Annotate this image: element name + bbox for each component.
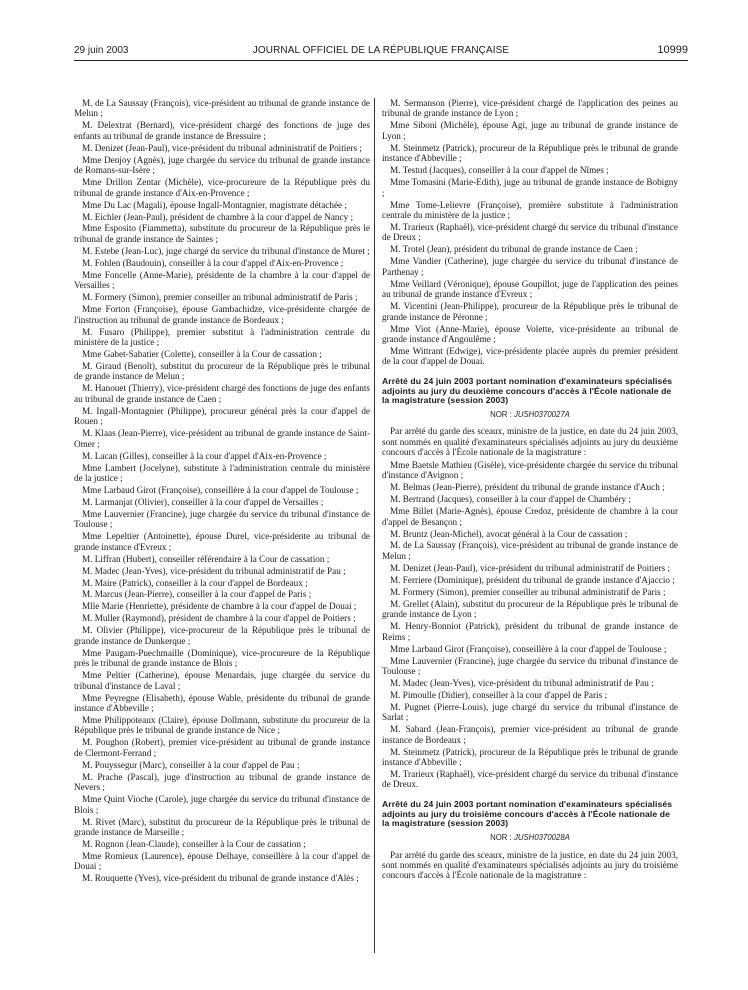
nomination-entry: M. Fusaro (Philippe), premier substitut à l'administration centrale du ministère de la justice ; [74,326,370,348]
nomination-entry: Mme Peyregne (Elisabeth), épouse Wable, présidente du tribunal de grande instance d'Abbeville ; [74,692,370,714]
left-column [74,98,370,885]
nomination-entry: M. Formery (Simon), premier conseiller au tribunal administratif de Paris ; [82,292,358,303]
nomination-entry: M. Bertrand (Jacques), conseiller à la cour d'appel de Chambéry ; [390,494,631,505]
nomination-entry: M. Pouyssegur (Marc), conseiller à la cour d'appel de Pau ; [82,759,300,770]
nomination-entry: Mme Larbaud Girot (Françoise), conseillère à la cour d'appel de Toulouse ; [390,643,667,654]
nomination-entry: M. Madec (Jean-Yves), vice-président du tribunal administratif de Pau ; [390,677,654,688]
nomination-entry: Mlle Marie (Henriette), présidente de chambre à la cour d'appel de Douai ; [82,601,357,612]
nomination-entry: M. Sabard (Jean-François), premier vice-président au tribunal de grande instance de Bordeaux ; [382,724,678,745]
nomination-entry: M. Denizet (Jean-Paul), vice-président du tribunal administratif de Poitiers ; [82,142,362,153]
nomination-entry: M. Pimoulle (Didier), conseiller à la cour d'appel de Paris ; [390,689,607,700]
nomination-entry: M. Trotel (Jean), président du tribunal de grande instance de Caen ; [390,244,638,255]
nomination-entry: M. de La Saussay (François), vice-président au tribunal de grande instance de Melun ; [382,540,678,561]
right-column-list [382,98,678,367]
nomination-entry: M. Hanouet (Thierry), vice-président chargé des fonctions de juge des enfants au tribunal de grande instance de Caen ; [74,383,370,404]
nomination-entry: Mme Wittrant (Edwige), vice-présidente placée auprès du premier président de la cour d'appel de Douai. [382,345,678,367]
nomination-entry: Mme Lauvernier (Francine), juge chargée du service du tribunal d'instance de Toulouse ; [382,655,678,676]
nomination-entry: M. Madec (Jean-Yves), vice-président du tribunal administratif de Pau ; [82,565,346,576]
nomination-entry: M. Steinmetz (Patrick), procureur de la République près le tribunal de grande instance d'Abbeville ; [382,746,678,768]
nomination-entry: M. Pugnet (Pierre-Louis), juge chargé du service du tribunal d'instance de Sarlat ; [382,701,678,723]
arrete-1-title: Arrêté du 24 juin 2003 portant nomination d'examinateurs spécialisés adjoints au jury du deuxième concours d'accès à l'École nationale de la magistrature (session 2003) [382,375,673,406]
nomination-entry: Mme Vandier (Catherine), juge chargée du service du tribunal d'instance de Parthenay ; [382,256,678,277]
nomination-entry: Mme Quint Vioche (Carole), juge chargée du service du tribunal d'instance de Blois ; [74,794,370,815]
nomination-entry: M. Trarieux (Raphaël), vice-président chargé du service du tribunal d'instance de Dreux. [382,769,678,790]
nomination-entry: M. Rivet (Marc), substitut du procureur de la République près le tribunal de grande instance de Marseille ; [74,816,370,837]
nomination-entry: M. Trarieux (Raphaël), vice-président chargé du service du tribunal d'instance de Dreux ; [382,221,678,243]
nomination-entry: Mme Denjoy (Agnès), juge chargée du service du tribunal de grande instance de Romans-sur-Isère ; [74,154,370,176]
nomination-entry: M. Lacan (Gilles), conseiller à la cour d'appel d'Aix-en-Provence ; [82,450,327,461]
nomination-entry: M. Poughon (Robert), premier vice-président au tribunal de grande instance de Clermont-Ferrand ; [74,737,370,758]
nomination-entry: Mme Lepeltier (Antoinette), épouse Durel, vice-présidente au tribunal de grande instance d'Evreux ; [74,531,370,552]
nomination-entry: M. Prache (Pascal), juge d'instruction au tribunal de grande instance de Nevers ; [74,771,370,793]
nomination-entry: Mme Drillon Zentar (Michèle), vice-procureure de la République près du tribunal de grande instance d'Aix-en-Provence ; [74,177,370,198]
nomination-entry: M. Bruntz (Jean-Michel), avocat général à la Cour de cassation ; [390,528,628,539]
nomination-entry: M. de La Saussay (François), vice-président au tribunal de grande instance de Melun ; [74,98,370,119]
nomination-entry: M. Maire (Patrick), conseiller à la cour d'appel de Bordeaux ; [82,577,308,588]
nomination-entry: M. Ferriere (Dominique), président du tribunal de grande instance d'Ajaccio ; [390,574,675,585]
nomination-entry: M. Muller (Raymond), président de chambre à la cour d'appel de Poitiers ; [82,613,356,624]
nomination-entry: M. Delextrat (Bernard), vice-président chargé des fonctions de juge des enfants au tribunal de grande instance de Bressuire ; [74,120,370,141]
arrete-2-nor-code: JUSH0370028A [513,833,570,843]
nomination-entry: Mme Lambert (Jocelyne), substitute à l'administration centrale du ministère de la justice ; [74,462,370,483]
nomination-entry: Mme Veillard (Véronique), épouse Goupillot, juge de l'application des peines au tribunal de grande instance d'Evreux ; [382,278,678,300]
nomination-entry: M. Estebe (Jean-Luc), juge chargé du service du tribunal d'instance de Muret ; [82,245,370,256]
nomination-entry: Mme Siboni (Michèle), épouse Agi, juge au tribunal de grande instance de Lyon ; [382,120,678,141]
nomination-entry: Mme Du Lac (Magali), épouse Ingall-Montagnier, magistrate détachée ; [82,199,347,210]
arrete-1-nor [382,410,678,420]
header-page-number: 10999 [657,44,688,56]
nomination-entry: M. Grellet (Alain), substitut du procureur de la République près le tribunal de grande instance de Lyon ; [382,598,678,620]
nomination-entry: Mme Paugam-Puechmaille (Dominique), vice-procureure de la République près le tribunal de grande instance de Blois ; [74,647,370,669]
nomination-entry: Mme Peltier (Catherine), épouse Menardais, juge chargée du service du tribunal d'instance de Laval ; [74,670,370,691]
nomination-entry: M. Belmas (Jean-Pierre), président du tribunal de grande instance d'Auch ; [390,482,665,493]
arrete-1-nor-code: JUSH0370027A [513,409,570,419]
nomination-entry: M. Larmanjat (Olivier), conseiller à la cour d'appel de Versailles ; [82,496,324,507]
nomination-entry: M. Marcus (Jean-Pierre), conseiller à la cour d'appel de Paris ; [82,589,312,600]
header-title: JOURNAL OFFICIEL DE LA RÉPUBLIQUE FRANÇAISE [252,45,510,56]
nomination-entry: M. Klaas (Jean-Pierre), vice-président au tribunal de grande instance de Saint-Omer ; [74,428,370,449]
nomination-entry: M. Rognon (Jean-Claude), conseiller à la Cour de cassation ; [82,838,306,849]
arrete-1-intro: Par arrêté du garde des sceaux, ministre de la justice, en date du 24 juin 2003, sont nommés en qualité d'examinateurs spécialisés adjoints au jury du deuxième concours d'accès à l'École nationale de la magistrature : [382,426,678,458]
nomination-entry: Mme Tome-Lelievre (Françoise), première substitute à l'administration centrale du ministère de la justice ; [382,199,678,221]
nomination-entry: Mme Foncelle (Anne-Marie), présidente de la chambre à la cour d'appel de Versailles ; [74,269,370,291]
nomination-entry: M. Sermanson (Pierre), vice-président chargé de l'application des peines au tribunal de grande instance de Lyon ; [382,98,678,119]
nomination-entry: M. Vicentini (Jean-Philippe), procureur de la République près le tribunal de grande instance de Péronne ; [382,301,678,322]
right-column [382,98,678,883]
nomination-entry: Mme Lauvernier (Francine), juge chargée du service du tribunal d'instance de Toulouse ; [74,508,370,530]
nomination-entry: M. Formery (Simon), premier conseiller au tribunal administratif de Paris ; [390,586,666,597]
nomination-entry: Mme Gabet-Sabatier (Colette), conseiller à la Cour de cassation ; [82,348,322,359]
nomination-entry: M. Giraud (Benoît), substitut du procureur de la République près le tribunal de grande instance de Melun ; [74,360,370,382]
header-date: 29 juin 2003 [74,45,129,56]
nomination-entry: M. Rouquette (Yves), vice-président du tribunal de grande instance d'Alès ; [82,873,359,884]
nomination-entry: M. Fohlen (Baudouin), conseiller à la cour d'appel d'Aix-en-Provence ; [82,257,344,268]
arrete-1-nor-label: NOR : [490,409,512,419]
nomination-entry: M. Olivier (Philippe), vice-procureur de la République près le tribunal de grande instance de Dunkerque ; [74,625,370,646]
arrete-1-list [382,460,678,790]
nomination-entry: M. Eichler (Jean-Paul), président de chambre à la cour d'appel de Nancy ; [82,211,354,222]
nomination-entry: M. Denizet (Jean-Paul), vice-président du tribunal administratif de Poitiers ; [390,562,670,573]
nomination-entry: Mme Billet (Marie-Agnès), épouse Credoz, présidente de chambre à la cour d'appel de Besançon ; [382,506,678,527]
arrete-2-nor [382,833,678,843]
nomination-entry: Mme Romieux (Laurence), épouse Delhaye, conseillère à la cour d'appel de Douai ; [74,850,370,872]
column-divider [374,98,375,953]
nomination-entry: Mme Larbaud Girot (Françoise), conseillère à la cour d'appel de Toulouse ; [82,484,359,495]
arrete-2-nor-label: NOR : [490,833,512,843]
nomination-entry: Mme Esposito (Fiammetta), substitute du procureur de la République près le tribunal de grande instance de Saintes ; [74,223,370,244]
nomination-entry: M. Steinmetz (Patrick), procureur de la République près le tribunal de grande instance d'Abbeville ; [382,142,678,164]
nomination-entry: Mme Tomasini (Marie-Edith), juge au tribunal de grande instance de Bobigny ; [382,177,678,198]
page-header [74,44,688,61]
nomination-entry: M. Ingall-Montagnier (Philippe), procureur général près la cour d'appel de Rouen ; [74,405,370,427]
arrete-2-intro: Par arrêté du garde des sceaux, ministre de la justice, en date du 24 juin 2003, sont nommés en qualité d'examinateurs spécialisés adjoints au jury du troisième concours d'accès à l'École nationale de la magistrature : [382,849,678,881]
nomination-entry: M. Testud (Jacques), conseiller à la cour d'appel de Nîmes ; [390,165,609,176]
nomination-entry: Mme Forton (Françoise), épouse Gambachidze, vice-présidente chargée de l'instruction au tribunal de grande instance de Bordeaux ; [74,304,370,325]
nomination-entry: M. Henry-Bonniot (Patrick), président du tribunal de grande instance de Reims ; [382,621,678,642]
nomination-entry: Mme Baetsle Mathieu (Gisèle), vice-présidente chargée du service du tribunal d'instance d'Avignon ; [382,459,678,481]
nomination-entry: Mme Viot (Anne-Marie), épouse Volette, vice-présidente au tribunal de grande instance d'Angoulême ; [382,323,678,345]
arrete-2-title: Arrêté du 24 juin 2003 portant nomination d'examinateurs spécialisés adjoints au jury du troisième concours d'accès à l'École nationale de la magistrature (session 2003) [382,798,673,829]
nomination-entry: M. Liffran (Hubert), conseiller référendaire à la Cour de cassation ; [82,553,330,564]
nomination-entry: Mme Philippoteaux (Claire), épouse Dollmann, substitute du procureur de la République près le tribunal de grande instance de Nice ; [74,714,370,736]
